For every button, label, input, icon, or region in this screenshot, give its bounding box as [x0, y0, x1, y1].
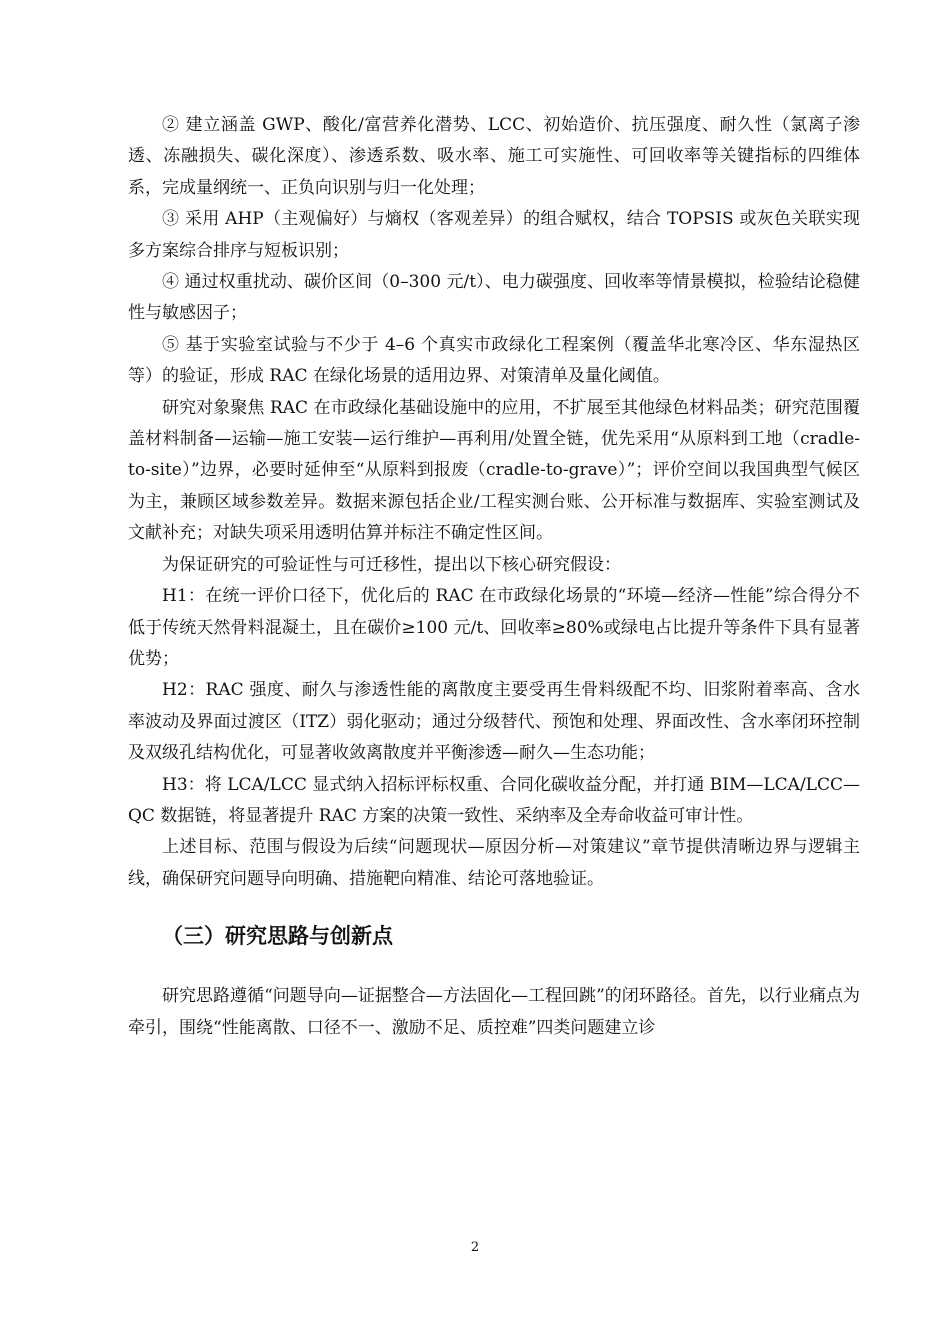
section-heading: （三）研究思路与创新点: [162, 924, 393, 949]
paragraph-h3: H3：将 LCA/LCC 显式纳入招标评标权重、合同化碳收益分配，并打通 BIM—LCA/LCC—QC 数据链，将显著提升 RAC 方案的决策一致性、采纳率及全寿命收益可审计性。: [128, 774, 860, 826]
page-number: 2: [470, 1240, 480, 1255]
paragraph-scope: 研究对象聚焦 RAC 在市政绿化基础设施中的应用，不扩展至其他绿色材料品类；研究范围覆盖材料制备—运输—施工安装—运行维护—再利用/处置全链，优先采用“从原料到工地（cradle-to-site）”边界，必要时延伸至“从原料到报废（cradle-to-grave）”；评价空间以我国典型气候区为主，兼顾区域参数差异。数据来源包括企业/工程实测台账、公开标准与数据库、实验室测试及文献补充；对缺失项采用透明估算并标注不确定性区间。: [128, 397, 860, 544]
paragraph-item-2: ② 建立涵盖 GWP、酸化/富营养化潜势、LCC、初始造价、抗压强度、耐久性（氯离子渗透、冻融损失、碳化深度）、渗透系数、吸水率、施工可实施性、可回收率等关键指标的四维体系，完成量纲统一、正负向识别与归一化处理；: [128, 115, 860, 198]
paragraph-research-approach: 研究思路遵循“问题导向—证据整合—方法固化—工程回跳”的闭环路径。首先，以行业痛点为牵引，围绕“性能离散、口径不一、激励不足、质控难”四类问题建立诊: [128, 986, 860, 1038]
paragraph-item-5: ⑤ 基于实验室试验与不少于 4–6 个真实市政绿化工程案例（覆盖华北寒冷区、华东湿热区等）的验证，形成 RAC 在绿化场景的适用边界、对策清单及量化阈值。: [128, 334, 860, 387]
paragraph-item-3: ③ 采用 AHP（主观偏好）与熵权（客观差异）的组合赋权，结合 TOPSIS 或灰色关联实现多方案综合排序与短板识别；: [128, 209, 860, 261]
paragraph-h2: H2：RAC 强度、耐久与渗透性能的离散度主要受再生骨料级配不均、旧浆附着率高、含水率波动及界面过渡区（ITZ）弱化驱动；通过分级替代、预饱和处理、界面改性、含水率闭环控制及双级孔结构优化，可显著收敛离散度并平衡渗透—耐久—生态功能；: [128, 680, 860, 764]
paragraph-item-4: ④ 通过权重扰动、碳价区间（0–300 元/t）、电力碳强度、回收率等情景模拟，检验结论稳健性与敏感因子；: [128, 272, 860, 324]
paragraph-summary: 上述目标、范围与假设为后续“问题现状—原因分析—对策建议”章节提供清晰边界与逻辑主线，确保研究问题导向明确、措施靶向精准、结论可落地验证。: [128, 837, 860, 889]
paragraph-h1: H1：在统一评价口径下，优化后的 RAC 在市政绿化场景的“环境—经济—性能”综合得分不低于传统天然骨料混凝土，且在碳价≥100 元/t、回收率≥80%或绿电占比提升等条件下具有显著优势；: [128, 586, 860, 669]
paragraph-hypotheses-intro: 为保证研究的可验证性与可迁移性，提出以下核心研究假设：: [162, 554, 621, 575]
body-text: [128, 110, 860, 1044]
